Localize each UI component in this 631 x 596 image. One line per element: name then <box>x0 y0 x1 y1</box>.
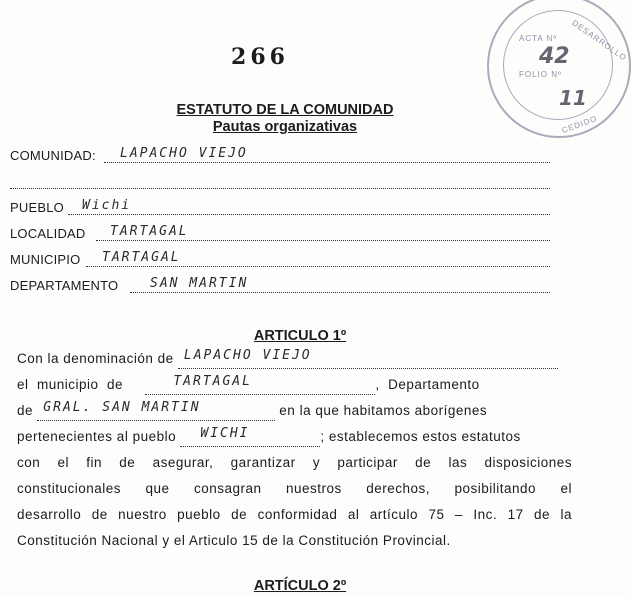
article1-municipio-value: TARTAGAL <box>173 374 252 389</box>
field-label: DEPARTAMENTO <box>10 278 119 293</box>
field-departamento <box>10 276 550 296</box>
field-value: TARTAGAL <box>110 224 189 239</box>
field-value: Wichi <box>82 198 132 213</box>
article1-line1-text: Con la denominación de <box>17 351 174 366</box>
stamp-acta-number: 42 <box>539 44 570 69</box>
article1-line8: Constitución Nacional y el Articulo 15 de la Constitución Provincial. <box>17 533 451 548</box>
field-localidad <box>10 224 550 244</box>
field-label: COMUNIDAD: <box>10 148 96 163</box>
article1-line4-text-a: pertenecientes al pueblo <box>17 429 177 444</box>
article1-departamento-value: GRAL. SAN MARTIN <box>43 400 201 415</box>
stamp-folio-number: 11 <box>559 86 587 110</box>
article1-line4-text-b: ; establecemos estos estatutos <box>320 429 521 444</box>
field-value: SAN MARTIN <box>150 276 249 291</box>
article1-pueblo-value: WICHI <box>200 426 250 441</box>
stamp-arc-text: DESARROLLO <box>570 18 629 63</box>
article1-departamento-blank <box>37 400 275 421</box>
field-blank <box>10 172 550 192</box>
field-value: TARTAGAL <box>102 250 181 265</box>
stamp-bottom-text: CEDIDO <box>560 113 599 136</box>
document-title: ESTATUTO DE LA COMUNIDAD <box>176 102 394 118</box>
field-pueblo <box>10 198 550 218</box>
article1-line3-text-a: de <box>17 403 34 418</box>
stamp-folio-label: FOLIO Nº <box>519 70 562 79</box>
article1-line3-text-b: en la que habitamos aborígenes <box>279 403 488 418</box>
article1-line6: constitucionales que consagran nuestros derechos, posibilitando el <box>17 481 572 496</box>
article1-denominacion-value: LAPACHO VIEJO <box>183 348 312 363</box>
field-label: LOCALIDAD <box>10 226 86 241</box>
article2-title: ARTÍCULO 2º <box>253 578 347 594</box>
page-number: 266 <box>231 44 289 70</box>
stamp-acta-label: ACTA Nº <box>519 34 558 43</box>
article1-pueblo-blank <box>180 426 320 447</box>
article1-denominacion-blank <box>178 348 558 369</box>
field-value: LAPACHO VIEJO <box>120 146 248 161</box>
article1-line1 <box>17 349 572 369</box>
document-subtitle: Pautas organizativas <box>212 119 358 135</box>
article1-municipio-blank <box>145 374 375 395</box>
field-label: MUNICIPIO <box>10 252 81 267</box>
field-comunidad <box>10 146 550 166</box>
article1-title: ARTICULO 1º <box>253 328 347 344</box>
article1-line2 <box>17 375 572 395</box>
article1-line2-text-a: el municipio de <box>17 377 124 392</box>
field-label: PUEBLO <box>10 200 64 215</box>
article1-line4 <box>17 427 572 447</box>
article1-line2-text-b: , Departamento <box>375 377 480 392</box>
field-municipio <box>10 250 550 270</box>
article1-line3 <box>17 401 572 421</box>
article1-line7: desarrollo de nuestro pueblo de conformidad al artículo 75 – Inc. 17 de la <box>17 507 572 522</box>
article1-line5: con el fin de asegurar, garantizar y participar de las disposiciones <box>17 455 572 470</box>
